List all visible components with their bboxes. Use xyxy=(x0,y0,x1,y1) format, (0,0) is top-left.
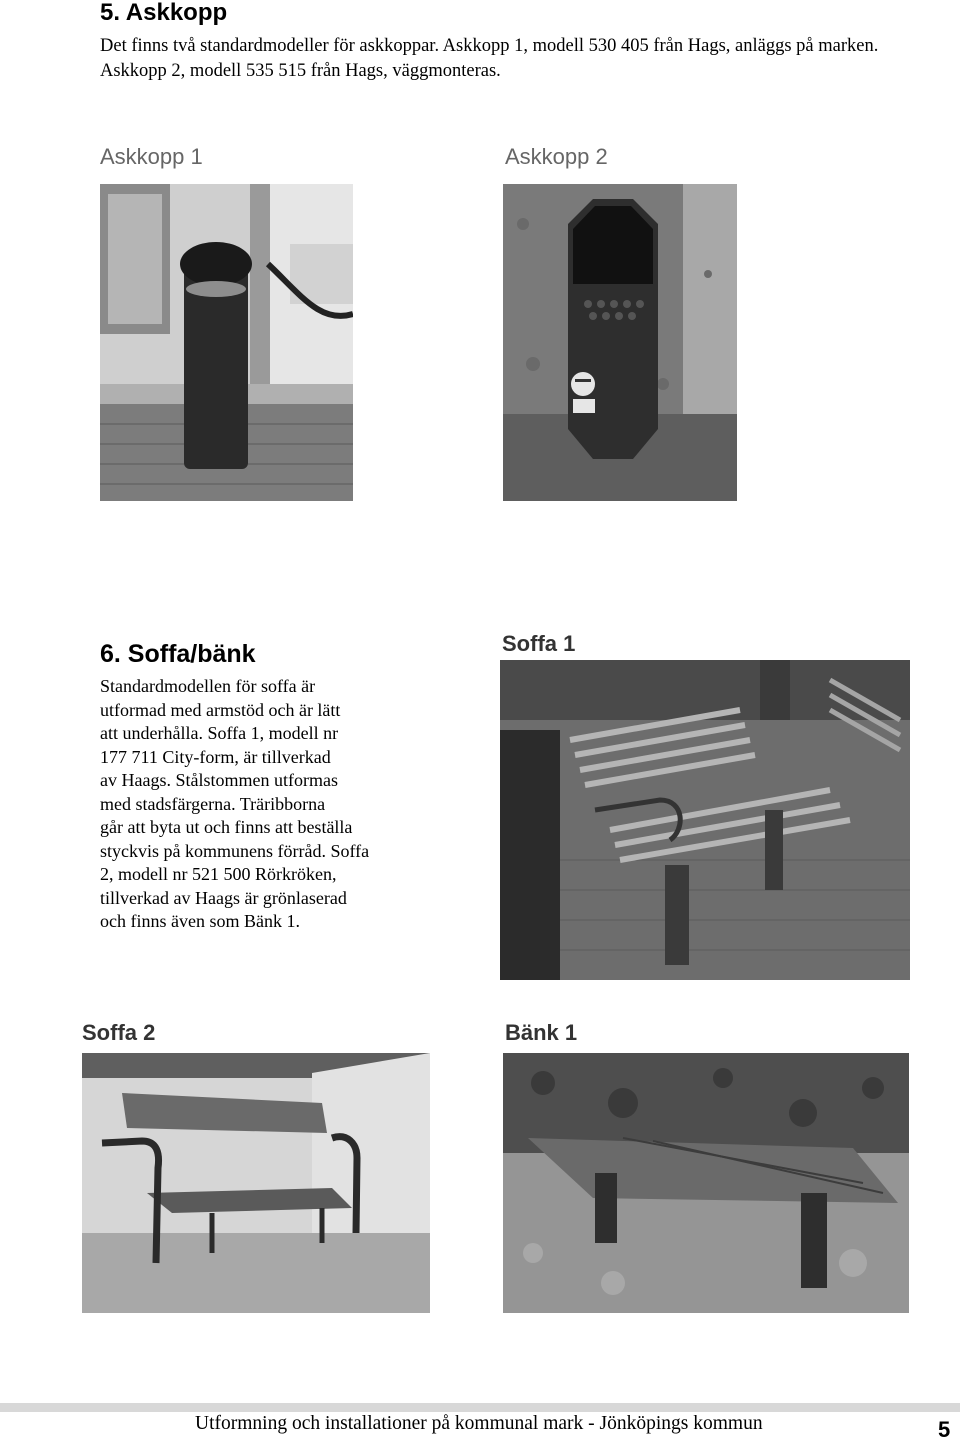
intro-paragraph: Det finns två standardmodeller för askkoppar. Askkopp 1, modell 530 405 från Hags, anläggs på marken. Askkopp 2, modell 535 515 från Hags, väggmonteras. xyxy=(100,36,879,81)
photo-bank-1 xyxy=(503,1053,909,1313)
caption-bank-1: Bänk 1 xyxy=(505,1020,578,1045)
caption-soffa-2: Soffa 2 xyxy=(82,1020,156,1045)
soffa-description xyxy=(100,675,430,934)
photo-askkopp-1 xyxy=(100,184,353,501)
caption-soffa-1: Soffa 1 xyxy=(502,631,576,656)
caption-askkopp-1: Askkopp 1 xyxy=(100,144,203,169)
photo-soffa-1 xyxy=(500,660,910,980)
text-line: 2, modell nr 521 500 Rörkröken, xyxy=(100,864,337,884)
section-heading-soffa-bank: 6. Soffa/bänk xyxy=(100,640,256,668)
footer-bar xyxy=(0,1403,960,1412)
text-line: av Haags. Stålstommen utformas xyxy=(100,770,338,790)
text-line: 177 711 City-form, är tillverkad xyxy=(100,746,331,767)
footer-text: Utformning och installationer på kommunal mark - Jönköpings kommun xyxy=(195,1413,763,1434)
text-line: styckvis på kommunens förråd. Soffa xyxy=(100,840,370,861)
text-line: att underhålla. Soffa 1, modell nr xyxy=(100,723,339,743)
caption-askkopp-2: Askkopp 2 xyxy=(505,144,608,169)
page-number: 5 xyxy=(938,1417,951,1442)
photo-soffa-2 xyxy=(82,1053,430,1313)
text-line: går att byta ut och finns att beställa xyxy=(100,817,353,837)
text-line: med stadsfärgerna. Träribborna xyxy=(100,793,326,814)
text-line: Standardmodellen för soffa är xyxy=(100,676,316,696)
text-line: och finns även som Bänk 1. xyxy=(100,911,300,931)
section-heading-askkopp: 5. Askkopp xyxy=(100,0,228,26)
text-line: utformad med armstöd och är lätt xyxy=(100,699,341,720)
photo-askkopp-2 xyxy=(503,184,737,501)
text-line: tillverkad av Haags är grönlaserad xyxy=(100,887,347,908)
